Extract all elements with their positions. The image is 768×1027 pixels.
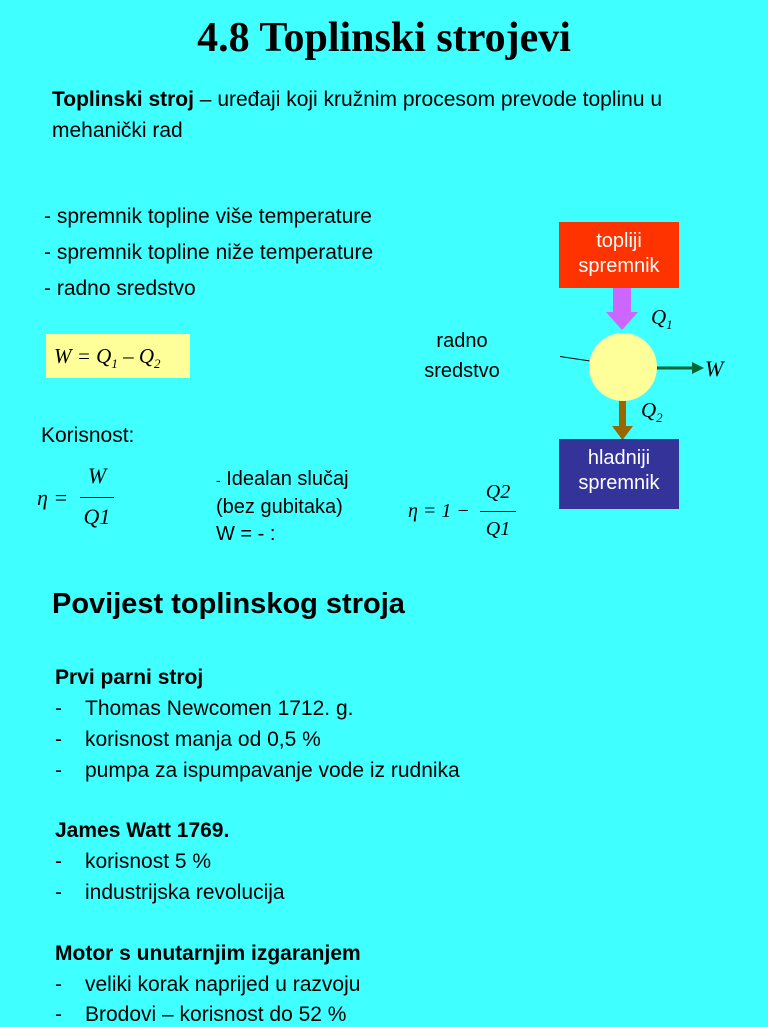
- definition-term: Toplinski stroj: [52, 88, 194, 111]
- q1-label: $Q_1$: [651, 305, 673, 333]
- list-item-text: industrijska revolucija: [85, 881, 285, 904]
- list-bullet: -: [55, 850, 62, 873]
- hot-reservoir-label: topliji: [596, 230, 642, 252]
- working-medium-label-line: radno: [436, 330, 488, 352]
- list-bullet: -: [55, 881, 62, 904]
- definition: [52, 84, 732, 146]
- list-item-text: pumpa za ispumpavanje vode iz rudnika: [85, 759, 460, 782]
- efficiency-formula-numerator: W: [87, 463, 107, 488]
- page-title: 4.8 Toplinski strojevi: [197, 15, 571, 61]
- working-medium-circle: [589, 333, 657, 401]
- ideal-case-line2: (bez gubitaka): [216, 496, 343, 518]
- ideal-formula-lhs: η = 1 −: [408, 500, 470, 522]
- work-formula-text: [54, 334, 55, 335]
- list-item: [55, 759, 460, 783]
- fraction-line: [80, 497, 114, 498]
- list-bullet: -: [55, 728, 62, 751]
- list-item: [55, 881, 285, 905]
- efficiency-label: Korisnost:: [41, 424, 135, 447]
- list-item-text: veliki korak naprijed u razvoju: [85, 973, 361, 996]
- fraction-line: [480, 511, 516, 512]
- history-heading: Povijest toplinskog stroja: [52, 588, 405, 620]
- definition-text: – uređaji koji kružnim procesom prevode toplinu u mehanički rad: [52, 88, 663, 142]
- cold-reservoir-box: [559, 439, 679, 509]
- ideal-case-line1: Idealan slučaj: [226, 468, 349, 490]
- work-formula: $W = Q_1 - Q_2$: [46, 334, 190, 378]
- ideal-formula-denominator: Q1: [485, 518, 511, 540]
- list-item: [55, 973, 360, 997]
- list-item-text: korisnost 5 %: [85, 850, 212, 873]
- leader-line: [560, 350, 590, 361]
- list-item-text: Brodovi – korisnost do 52 %: [85, 1003, 347, 1026]
- history-section-title: Prvi parni stroj: [55, 666, 204, 689]
- list-bullet: -: [55, 1003, 62, 1026]
- list-item: [55, 1003, 346, 1027]
- q2-label: $Q_2$: [641, 398, 663, 426]
- component-item: - radno sredstvo: [44, 277, 196, 300]
- list-bullet: -: [55, 759, 62, 782]
- hot-reservoir-box: [559, 222, 679, 288]
- history-section-title: Motor s unutarnjim izgaranjem: [55, 942, 361, 965]
- list-item: [55, 850, 211, 874]
- component-item: - spremnik topline niže temperature: [44, 241, 374, 264]
- list-bullet: -: [55, 973, 62, 996]
- ideal-case-line3: W = - :: [216, 523, 276, 545]
- list-item: [55, 697, 353, 721]
- list-bullet: -: [55, 697, 62, 720]
- w-arrowhead: [692, 362, 704, 374]
- efficiency-formula-denominator: Q1: [83, 504, 111, 529]
- list-item-text: Thomas Newcomen 1712. g.: [85, 697, 354, 720]
- list-item-text: korisnost manja od 0,5 %: [85, 728, 321, 751]
- q2-arrow: [612, 398, 633, 440]
- efficiency-formula-lhs: η =: [37, 485, 69, 510]
- ideal-formula-numerator: Q2: [485, 481, 511, 503]
- w-label: W: [705, 356, 724, 381]
- working-medium-label-line: sredstvo: [424, 360, 500, 382]
- hot-reservoir-label: spremnik: [578, 255, 660, 277]
- component-item: - spremnik topline više temperature: [44, 205, 372, 228]
- ideal-case-text: [216, 466, 349, 548]
- cold-reservoir-label: hladniji: [587, 447, 651, 469]
- working-medium-label: [412, 326, 512, 386]
- cold-reservoir-label: spremnik: [578, 472, 660, 494]
- q1-arrow: [606, 288, 638, 330]
- history-section-title: James Watt 1769.: [55, 819, 230, 842]
- ideal-dash: -: [216, 472, 221, 488]
- list-item: [55, 728, 321, 752]
